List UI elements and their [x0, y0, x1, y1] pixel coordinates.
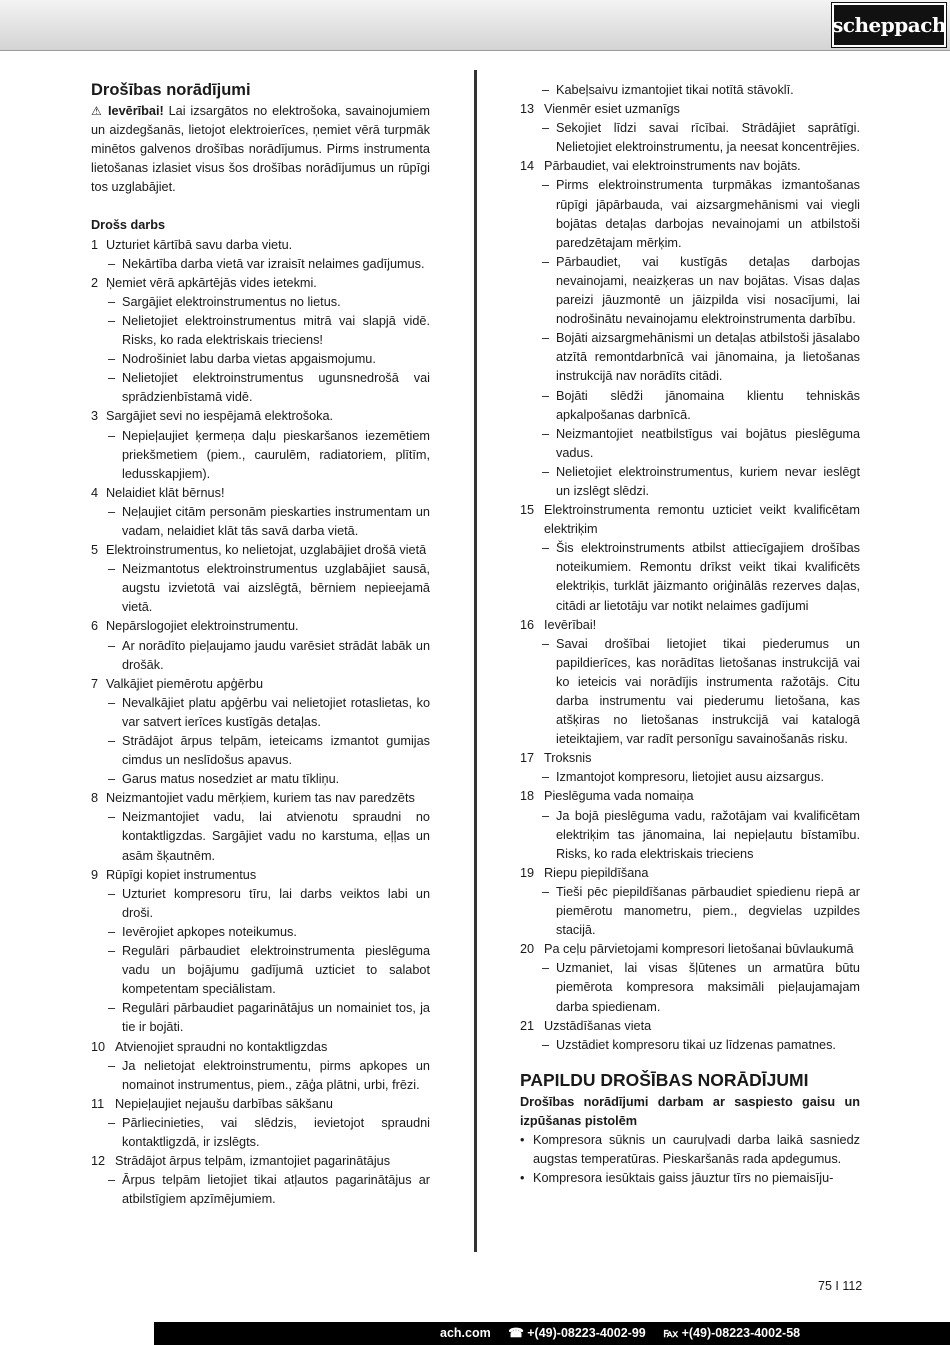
item-heading: Pārbaudiet, vai elektroinstruments nav bojāts.: [544, 159, 801, 174]
numbered-item: [91, 617, 430, 636]
footer-web: ach.com: [440, 1326, 491, 1340]
item-number: 9: [91, 867, 99, 882]
item-number: 13: [520, 102, 535, 117]
numbered-item: [91, 1038, 430, 1057]
warning-label: Ievērībai!: [108, 104, 164, 118]
numbered-item: [520, 940, 860, 959]
numbered-item: [520, 1017, 860, 1036]
dash-item: – Uzstādiet kompresoru tikai uz līdzenas pamatnes.: [520, 1036, 860, 1055]
footer-contact: [440, 1322, 814, 1345]
numbered-item: [91, 484, 430, 503]
numbered-item: [91, 1095, 430, 1114]
item-number: 8: [91, 791, 99, 806]
dash-item: – Nelietojiet elektroinstrumentus, kuriem nevar ieslēgt un izslēgt slēdzi.: [520, 463, 860, 501]
numbered-item: [91, 789, 430, 808]
brand-logo: scheppach: [832, 3, 946, 47]
item-number: 6: [91, 619, 99, 634]
item-heading: Nelaidiet klāt bērnus!: [106, 485, 225, 500]
numbered-item: [91, 1152, 430, 1171]
dash-item: – Nepieļaujiet ķermeņa daļu pieskaršanos iezemētiem priekšmetiem (piem., caurulēm, radiatoriem, plītīm, ledusskapjiem).: [91, 427, 430, 484]
item-number: 12: [91, 1154, 106, 1169]
dash-item: – Pirms elektroinstrumenta turpmākas izmantošanas rūpīgi jāpārbauda, vai aizsargmehānismi vai viegli bojātas detaļas darbojas nevainojami un atbilstoši paredzētajam mērķim.: [520, 176, 860, 252]
left-item-list: [91, 236, 430, 1210]
dash-item: – Strādājot ārpus telpām, ieteicams izmantot gumijas cimdus un neslīdošus apavus.: [91, 732, 430, 770]
dash-item: – Sargājiet elektroinstrumentus no lietus.: [91, 293, 430, 312]
dash-item: – Pārliecinieties, vai slēdzis, ievietojot spraudni kontaktligzdā, ir izslēgts.: [91, 1114, 430, 1152]
item-heading: Ņemiet vērā apkārtējās vides ietekmi.: [106, 275, 317, 290]
item-number: 2: [91, 275, 99, 290]
dash-item: – Šis elektroinstruments atbilst attiecīgajiem drošības noteikumiem. Remontu drīkst veikt tikai kvalificēts elektriķis, turklāt jāizmanto oriģinālās rezerves daļas, citādi ar lietotāju var notikt nelaimes gadījumi: [520, 539, 860, 615]
item-heading: Valkājiet piemērotu apģērbu: [106, 676, 264, 691]
numbered-item: [520, 787, 860, 806]
dash-item: – Pārbaudiet, vai kustīgās detaļas darbojas nevainojami, neaizķeras un nav bojātas. Visas daļas pareizi jāuzmontē un jāizpilda visi nosacījumi, lai nodrošinātu nevainojamu elektroinstrumenta darbību.: [520, 253, 860, 329]
item-number: 16: [520, 617, 535, 632]
additional-section-title: PAPILDU DROŠĪBAS NORĀDĪJUMI: [520, 1069, 809, 1090]
numbered-item: [91, 274, 430, 293]
item-number: 19: [520, 865, 535, 880]
dash-item: – Uzturiet kompresoru tīru, lai darbs veiktos labi un droši.: [91, 885, 430, 923]
item-heading: Strādājot ārpus telpām, izmantojiet pagarinātājus: [115, 1154, 391, 1169]
numbered-item: [91, 407, 430, 426]
numbered-item: [91, 541, 430, 560]
dash-item: – Nodrošiniet labu darba vietas apgaismojumu.: [91, 350, 430, 369]
item-heading: Elektroinstrumentus, ko nelietojat, uzglabājiet drošā vietā: [106, 543, 427, 558]
item-heading: Riepu piepildīšana: [544, 865, 649, 880]
item-heading: Troksnis: [544, 751, 592, 766]
page-number: 75 I 112: [818, 1279, 863, 1293]
intro-warning: [91, 102, 430, 197]
dash-item: – Nelietojiet elektroinstrumentus ugunsnedrošā vai sprādzienbīstamā vidē.: [91, 369, 430, 407]
dash-item: – Garus matus nosedziet ar matu tīkliņu.: [91, 770, 430, 789]
numbered-item: [91, 236, 430, 255]
item-heading: Rūpīgi kopiet instrumentus: [106, 867, 257, 882]
numbered-item: [91, 675, 430, 694]
numbered-item: [520, 100, 860, 119]
subsection-title: Drošs darbs: [91, 218, 166, 233]
dash-item: – Ja nelietojat elektroinstrumentu, pirms apkopes un nomainot instrumentus, piem., zāģa plātni, urbi, frēzi.: [91, 1057, 430, 1095]
item-number: 20: [520, 942, 535, 957]
item-number: 15: [520, 503, 535, 518]
item-number: 18: [520, 789, 535, 804]
item-heading: Nepārslogojiet elektroinstrumentu.: [106, 619, 299, 634]
item-number: 5: [91, 543, 99, 558]
warning-text: Lai izsargātos no elektrošoka, savainojumiem un aizdegšanās, lietojot elektroierīces, ņemiet vērā turpmāk minētos galvenos drošības norādījumus. Pirms instrumenta lietošanas izlasiet visus šos drošības norādījumus un rūpīgi tos uzglabājiet.: [91, 104, 430, 195]
right-item-list: [520, 100, 860, 1055]
bullet-item: • Kompresora iesūktais gaiss jāuztur tīrs no piemaisīju-: [520, 1169, 860, 1188]
dash-item: – Neizmantojiet vadu, lai atvienotu spraudni no kontaktligzdas. Sargājiet vadu no karstuma, eļļas un asām šķautnēm.: [91, 808, 430, 865]
item-heading: Pa ceļu pārvietojami kompresori lietošanai būvlaukumā: [544, 942, 854, 957]
dash-item: – Nekārtība darba vietā var izraisīt nelaimes gadījumus.: [91, 255, 430, 274]
right-column: [520, 81, 860, 1188]
warning-icon: ⚠: [91, 104, 104, 118]
numbered-item: [520, 616, 860, 635]
dash-item: – Savai drošībai lietojiet tikai piederumus un papildierīces, kas norādītas lietošanas instrukcijā vai ko ieteicis vai norādījis instrumenta ražotājs. Citu darba instrumentu vai piederumu lietošana, kas atšķiras no lietošanas instrukcijā vai katalogā ieteiktajiem, var radīt personīgu savainošanās risku.: [520, 635, 860, 750]
footer-white-block: [0, 1322, 154, 1345]
dash-item: – Sekojiet līdzi savai rīcībai. Strādājiet saprātīgi. Nelietojiet elektroinstrumentu, ja neesat koncentrējies.: [520, 119, 860, 157]
dash-item: – Ja bojā pieslēguma vadu, ražotājam vai kvalificētam elektriķim tas jānomaina, lai nepieļautu bīstamību. Risks, ko rada elektriskais trieciens: [520, 807, 860, 864]
item-number: 10: [91, 1039, 106, 1054]
dash-item: – Neļaujiet citām personām pieskarties instrumentam un vadam, nelaidiet klāt tās savā darba vietā.: [91, 503, 430, 541]
item-number: 14: [520, 159, 535, 174]
lead-dash-item: – Kabeļsaivu izmantojiet tikai notītā stāvoklī.: [520, 81, 860, 100]
item-heading: Uzturiet kārtībā savu darba vietu.: [106, 237, 293, 252]
item-number: 17: [520, 751, 535, 766]
numbered-item: [520, 864, 860, 883]
footer-fax: ℻ +(49)-08223-4002-58: [663, 1326, 801, 1340]
left-column: [91, 80, 430, 1209]
item-heading: Neizmantojiet vadu mērķiem, kuriem tas nav paredzēts: [106, 791, 415, 806]
dash-item: – Ar norādīto pieļaujamo jaudu varēsiet strādāt labāk un drošāk.: [91, 637, 430, 675]
numbered-item: [520, 749, 860, 768]
top-bar: [0, 0, 950, 51]
item-heading: Ievērībai!: [544, 617, 597, 632]
item-number: 21: [520, 1018, 535, 1033]
dash-item: – Ārpus telpām lietojiet tikai atļautos pagarinātājus ar atbilstīgiem apzīmējumiem.: [91, 1171, 430, 1209]
bullet-list: [520, 1131, 860, 1188]
dash-item: – Bojāti aizsargmehānismi un detaļas atbilstoši jāsalabo atzītā remontdarbnīcā vai jānomaina, ja lietošanas instrukcijā nav norādīts citādi.: [520, 329, 860, 386]
numbered-item: [91, 866, 430, 885]
numbered-item: [520, 157, 860, 176]
item-number: 4: [91, 485, 99, 500]
dash-item: – Bojāti slēdži jānomaina klientu tehniskās apkalpošanas darbnīcā.: [520, 387, 860, 425]
item-heading: Elektroinstrumenta remontu uzticiet veikt kvalificētam elektriķim: [544, 503, 860, 537]
item-heading: Vienmēr esiet uzmanīgs: [544, 102, 680, 117]
item-number: 7: [91, 676, 99, 691]
column-divider: [474, 70, 477, 1252]
item-number: 1: [91, 237, 99, 252]
dash-item: – Regulāri pārbaudiet pagarinātājus un nomainiet tos, ja tie ir bojāti.: [91, 999, 430, 1037]
dash-item: – Nevalkājiet platu apģērbu vai nelietojiet rotaslietas, ko var satvert ierīces kustīgās detaļas.: [91, 694, 430, 732]
dash-item: – Uzmaniet, lai visas šļūtenes un armatūra būtu piemērota kompresora maksimāli pieļaujamajam darba spiedienam.: [520, 959, 860, 1016]
bullet-item: • Kompresora sūknis un cauruļvadi darba laikā sasniedz augstas temperatūras. Pieskaršanās rada apdegumus.: [520, 1131, 860, 1169]
numbered-item: [520, 501, 860, 539]
dash-item: – Neizmantojiet neatbilstīgus vai bojātus pieslēguma vadus.: [520, 425, 860, 463]
dash-item: – Nelietojiet elektroinstrumentus mitrā vai slapjā vidē. Risks, ko rada elektriskais trieciens!: [91, 312, 430, 350]
dash-item: – Izmantojot kompresoru, lietojiet ausu aizsargus.: [520, 768, 860, 787]
section-title: Drošības norādījumi: [91, 81, 251, 99]
additional-section-subtitle: Drošības norādījumi darbam ar saspiesto gaisu un izpūšanas pistolēm: [520, 1094, 860, 1128]
item-heading: Atvienojiet spraudni no kontaktligzdas: [115, 1039, 328, 1054]
dash-item: – Ievērojiet apkopes noteikumus.: [91, 923, 430, 942]
dash-item: – Neizmantotus elektroinstrumentus uzglabājiet sausā, augstu izvietotā vai aizslēgtā, bērniem nepieejamā vietā.: [91, 560, 430, 617]
item-heading: Uzstādīšanas vieta: [544, 1018, 652, 1033]
footer-phone: ☎ +(49)-08223-4002-99: [508, 1326, 646, 1340]
dash-item: – Tieši pēc piepildīšanas pārbaudiet spiedienu riepā ar piemērotu manometru, piem., degvielas uzpildes stacijā.: [520, 883, 860, 940]
item-number: 11: [91, 1096, 105, 1111]
dash-item: – Regulāri pārbaudiet elektroinstrumenta pieslēguma vadu un bojājumu gadījumā uzticiet to salabot kompetentam speciālistam.: [91, 942, 430, 999]
item-heading: Pieslēguma vada nomaiņa: [544, 789, 694, 804]
item-heading: Sargājiet sevi no iespējamā elektrošoka.: [106, 409, 334, 424]
item-number: 3: [91, 409, 99, 424]
item-heading: Nepieļaujiet nejaušu darbības sākšanu: [115, 1096, 333, 1111]
